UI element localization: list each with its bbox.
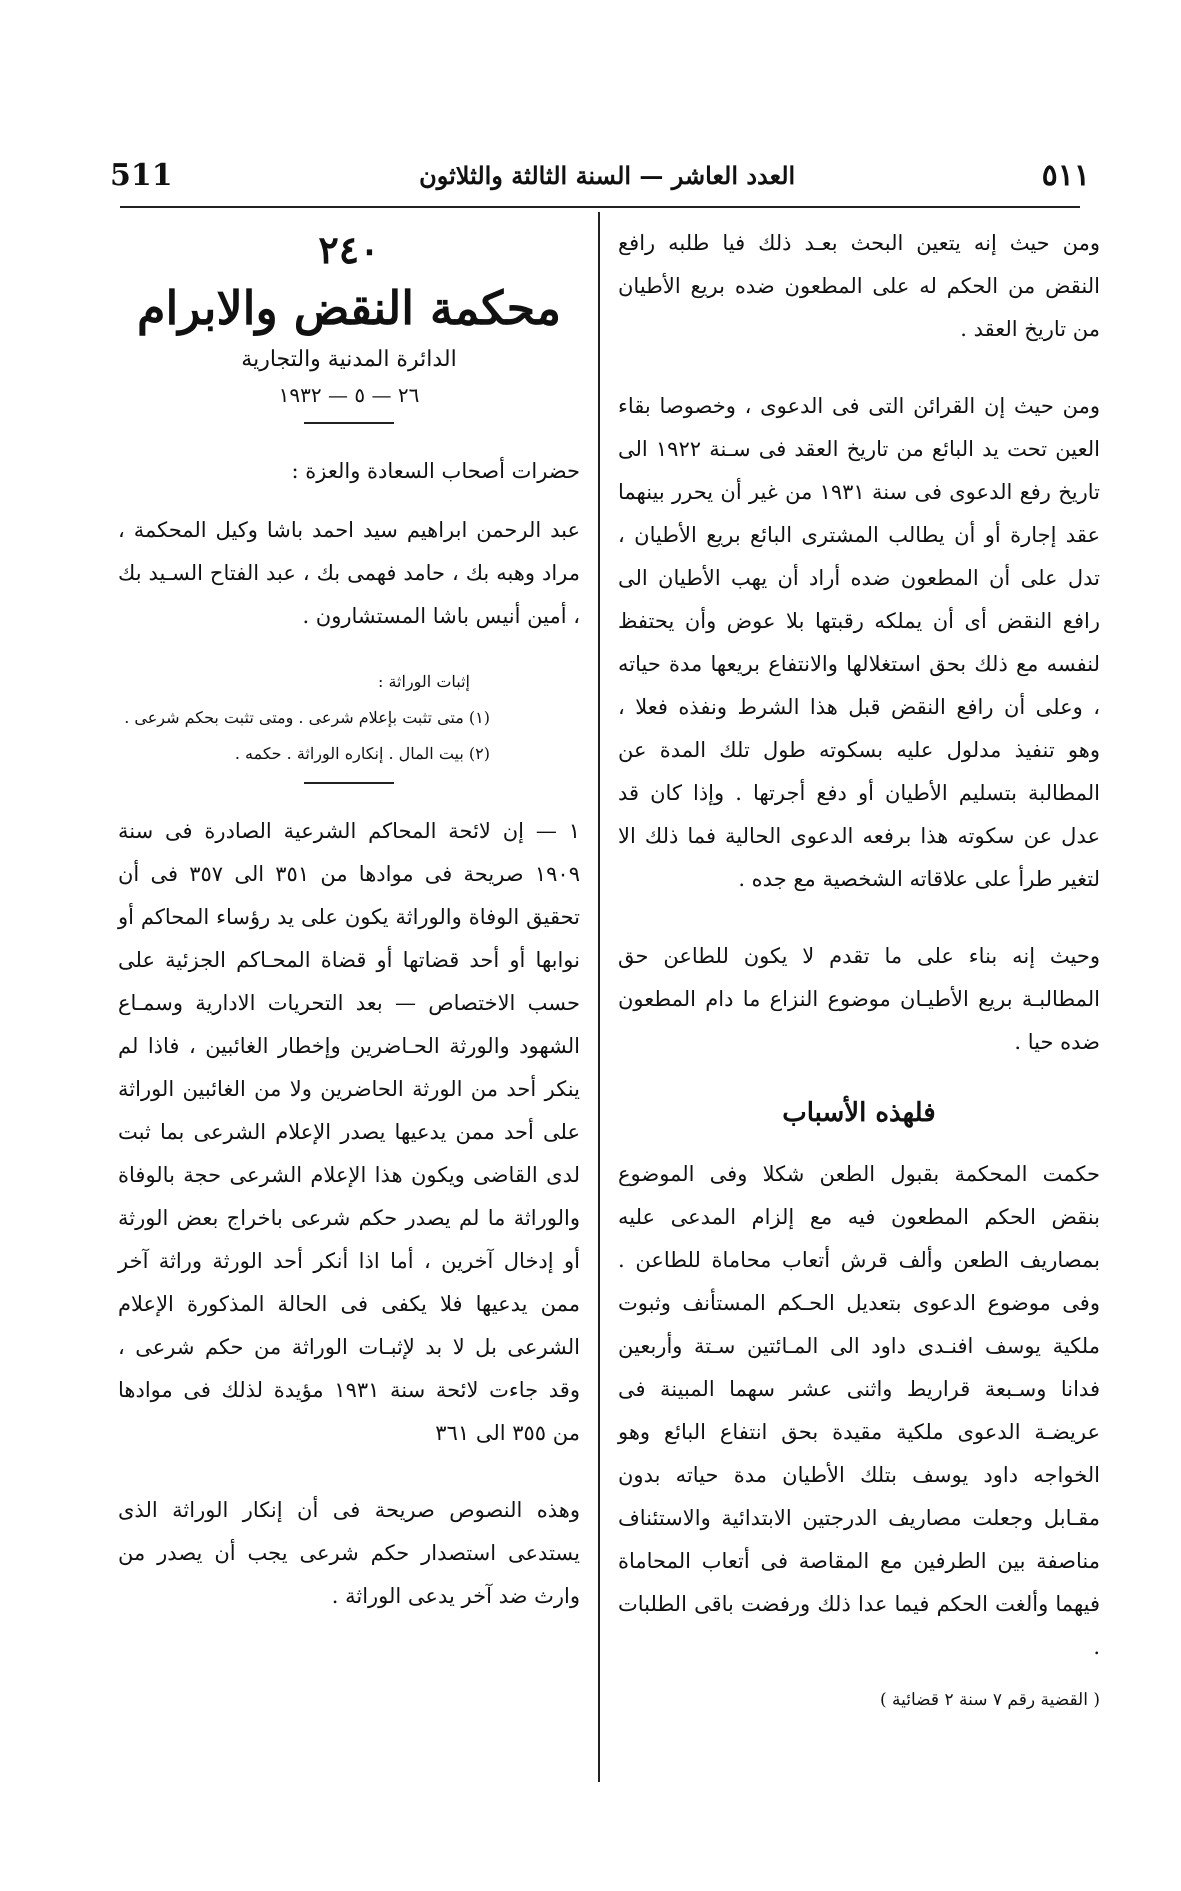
- right-column: [618, 222, 1100, 1715]
- paragraph: ومن حيث إن القرائن التى فى الدعوى ، وخصوصا بقاء العين تحت يد البائع من تاريخ العقد فى سـنة ١٩٢٢ الى تاريخ رفع الدعوى فى سنة ١٩٣١ من غير أن يحرر بينهما عقد إجارة أو أن يطالب المشترى البائع بريع الأطيان ، تدل على أن المطعون ضده أراد أن يهب الأطيان الى رافع النقض أى أن يملكه رقبتها بلا عوض وأن يحتفظ لنفسه مع ذلك بحق استغلالها والانتفاع بريعها مدة حياته ، وعلى أن رافع النقض قبل هذا الشرط ونفذه فعلا ، وهو تنفيذ مدلول عليه بسكوته طول تلك المدة عن المطالبة بتسليم الأطيان أو دفع أجرتها . وإذا كان قد عدل عن سكوته هذا برفعه الدعوى الحالية فما ذلك الا لتغير طرأ على علاقاته الشخصية مع جده .: [618, 394, 1100, 891]
- ruling-paragraph: حكمت المحكمة بقبول الطعن شكلا وفى الموضوع بنقض الحكم المطعون فيه مع إلزام المدعى عليه بمصاريف الطعن وألف قرش أتعاب محاماة للطاعن . وفى موضوع الدعوى بتعديل الحـكم المستأنف وثبوت ملكية يوسف افنـدى داود الى المـائتين سـتة وأربعين فدانا وسـبعة قراريط واثنى عشر سهما المبينة فى عريضـة الدعوى ملكية مقيدة بحق انتفاع البائع وهو الخواجه داود يوسف بتلك الأطيان مدة حياته بدون مقـابل وجعلت مصاريف الدرجتين الابتدائية والاستئناف مناصفة بين الطرفين مع المقاصة فى أتعاب المحاماة فيهما وألغت الحكم فيما عدا ذلك ورفضت باقى الطلبات .: [618, 1162, 1100, 1659]
- short-rule: [304, 422, 394, 424]
- case-number: ٢٤٠: [318, 227, 380, 272]
- section-heading: فلهذه الأسباب: [782, 1098, 936, 1128]
- department: الدائرة المدنية والتجارية: [241, 347, 457, 372]
- paragraph: وحيث إنه بناء على ما تقدم لا يكون للطاعن حق المطالبـة بريع الأطيـان موضوع النزاع ما دام المطعون ضده حيا .: [618, 944, 1100, 1054]
- court-name: محكمة النقض والابرام: [137, 281, 561, 335]
- keyword-item: (٢) بيت المال . إنكاره الوراثة . حكمه .: [234, 744, 490, 763]
- running-header: [110, 150, 1090, 200]
- paragraph: ١ — إن لائحة المحاكم الشرعية الصادرة فى سنة ١٩٠٩ صريحة فى موادها من ٣٥١ الى ٣٥٧ فى أن تحقيق الوفاة والوراثة يكون على يد رؤساء المحاكم أو نوابها أو أحد قضاتها أو قضاة المحـاكم الجزئية على حسب الاختصاص — بعد التحريات الادارية وسمـاع الشهود والورثة الحـاضرين وإخطار الغائبين ، فاذا لم ينكر أحد من الورثة الحاضرين ولا من الغائبين الوراثة على أحد ممن يدعيها يصدر الإعلام الشرعى بما ثبت لدى القاضى ويكون هذا الإعلام الشرعى حجة بالوفاة والوراثة ما لم يصدر حكم شرعى باخراج بعض الورثة أو إدخال آخرين ، أما اذا أنكر أحد الورثة وراثة آخر ممن يدعيها فلا يكفى فى الحالة المذكورة الإعلام الشرعى بل لا بد لإثبـات الوراثة من حكم شرعى ، وقد جاءت لائحة سنة ١٩٣١ مؤيدة لذلك فى موادها من ٣٥٥ الى ٣٦١: [118, 819, 580, 1445]
- running-title: العدد العاشر — السنة الثالثة والثلاثون: [419, 160, 796, 190]
- paragraph: ومن حيث إنه يتعين البحث بعـد ذلك فيا طلبه رافع النقض من الحكم له على المطعون ضده بريع الأطيان من تاريخ العقد .: [618, 231, 1100, 341]
- column-divider: [598, 212, 600, 1782]
- page-number-latin: 511: [110, 157, 173, 193]
- case-reference: ( القضية رقم ٧ سنة ٢ قضائية ): [879, 1690, 1100, 1710]
- keywords-heading: إثبات الوراثة :: [377, 672, 470, 691]
- left-column: [118, 222, 580, 1634]
- short-rule: [304, 782, 394, 784]
- judges-list: عبد الرحمن ابراهيم سيد احمد باشا وكيل المحكمة ، مراد وهبه بك ، حامد فهمى بك ، عبد الفتاح السـيد بك ، أمين أنيس باشا المستشارون .: [118, 518, 580, 628]
- session-date: ٢٦ — ٥ — ١٩٣٢: [278, 383, 420, 407]
- header-rule: [120, 206, 1080, 208]
- keyword-item: (١) متى تثبت بإعلام شرعى . ومتى تثبت بحكم شرعى .: [124, 708, 490, 727]
- keywords-block: [118, 664, 580, 772]
- page-number-arabic: ٥١١: [1041, 157, 1090, 193]
- present-label: حضرات أصحاب السعادة والعزة :: [291, 459, 580, 483]
- paragraph: وهذه النصوص صريحة فى أن إنكار الوراثة الذى يستدعى استصدار حكم شرعى يجب أن يصدر من وارث ضد آخر يدعى الوراثة .: [118, 1498, 580, 1608]
